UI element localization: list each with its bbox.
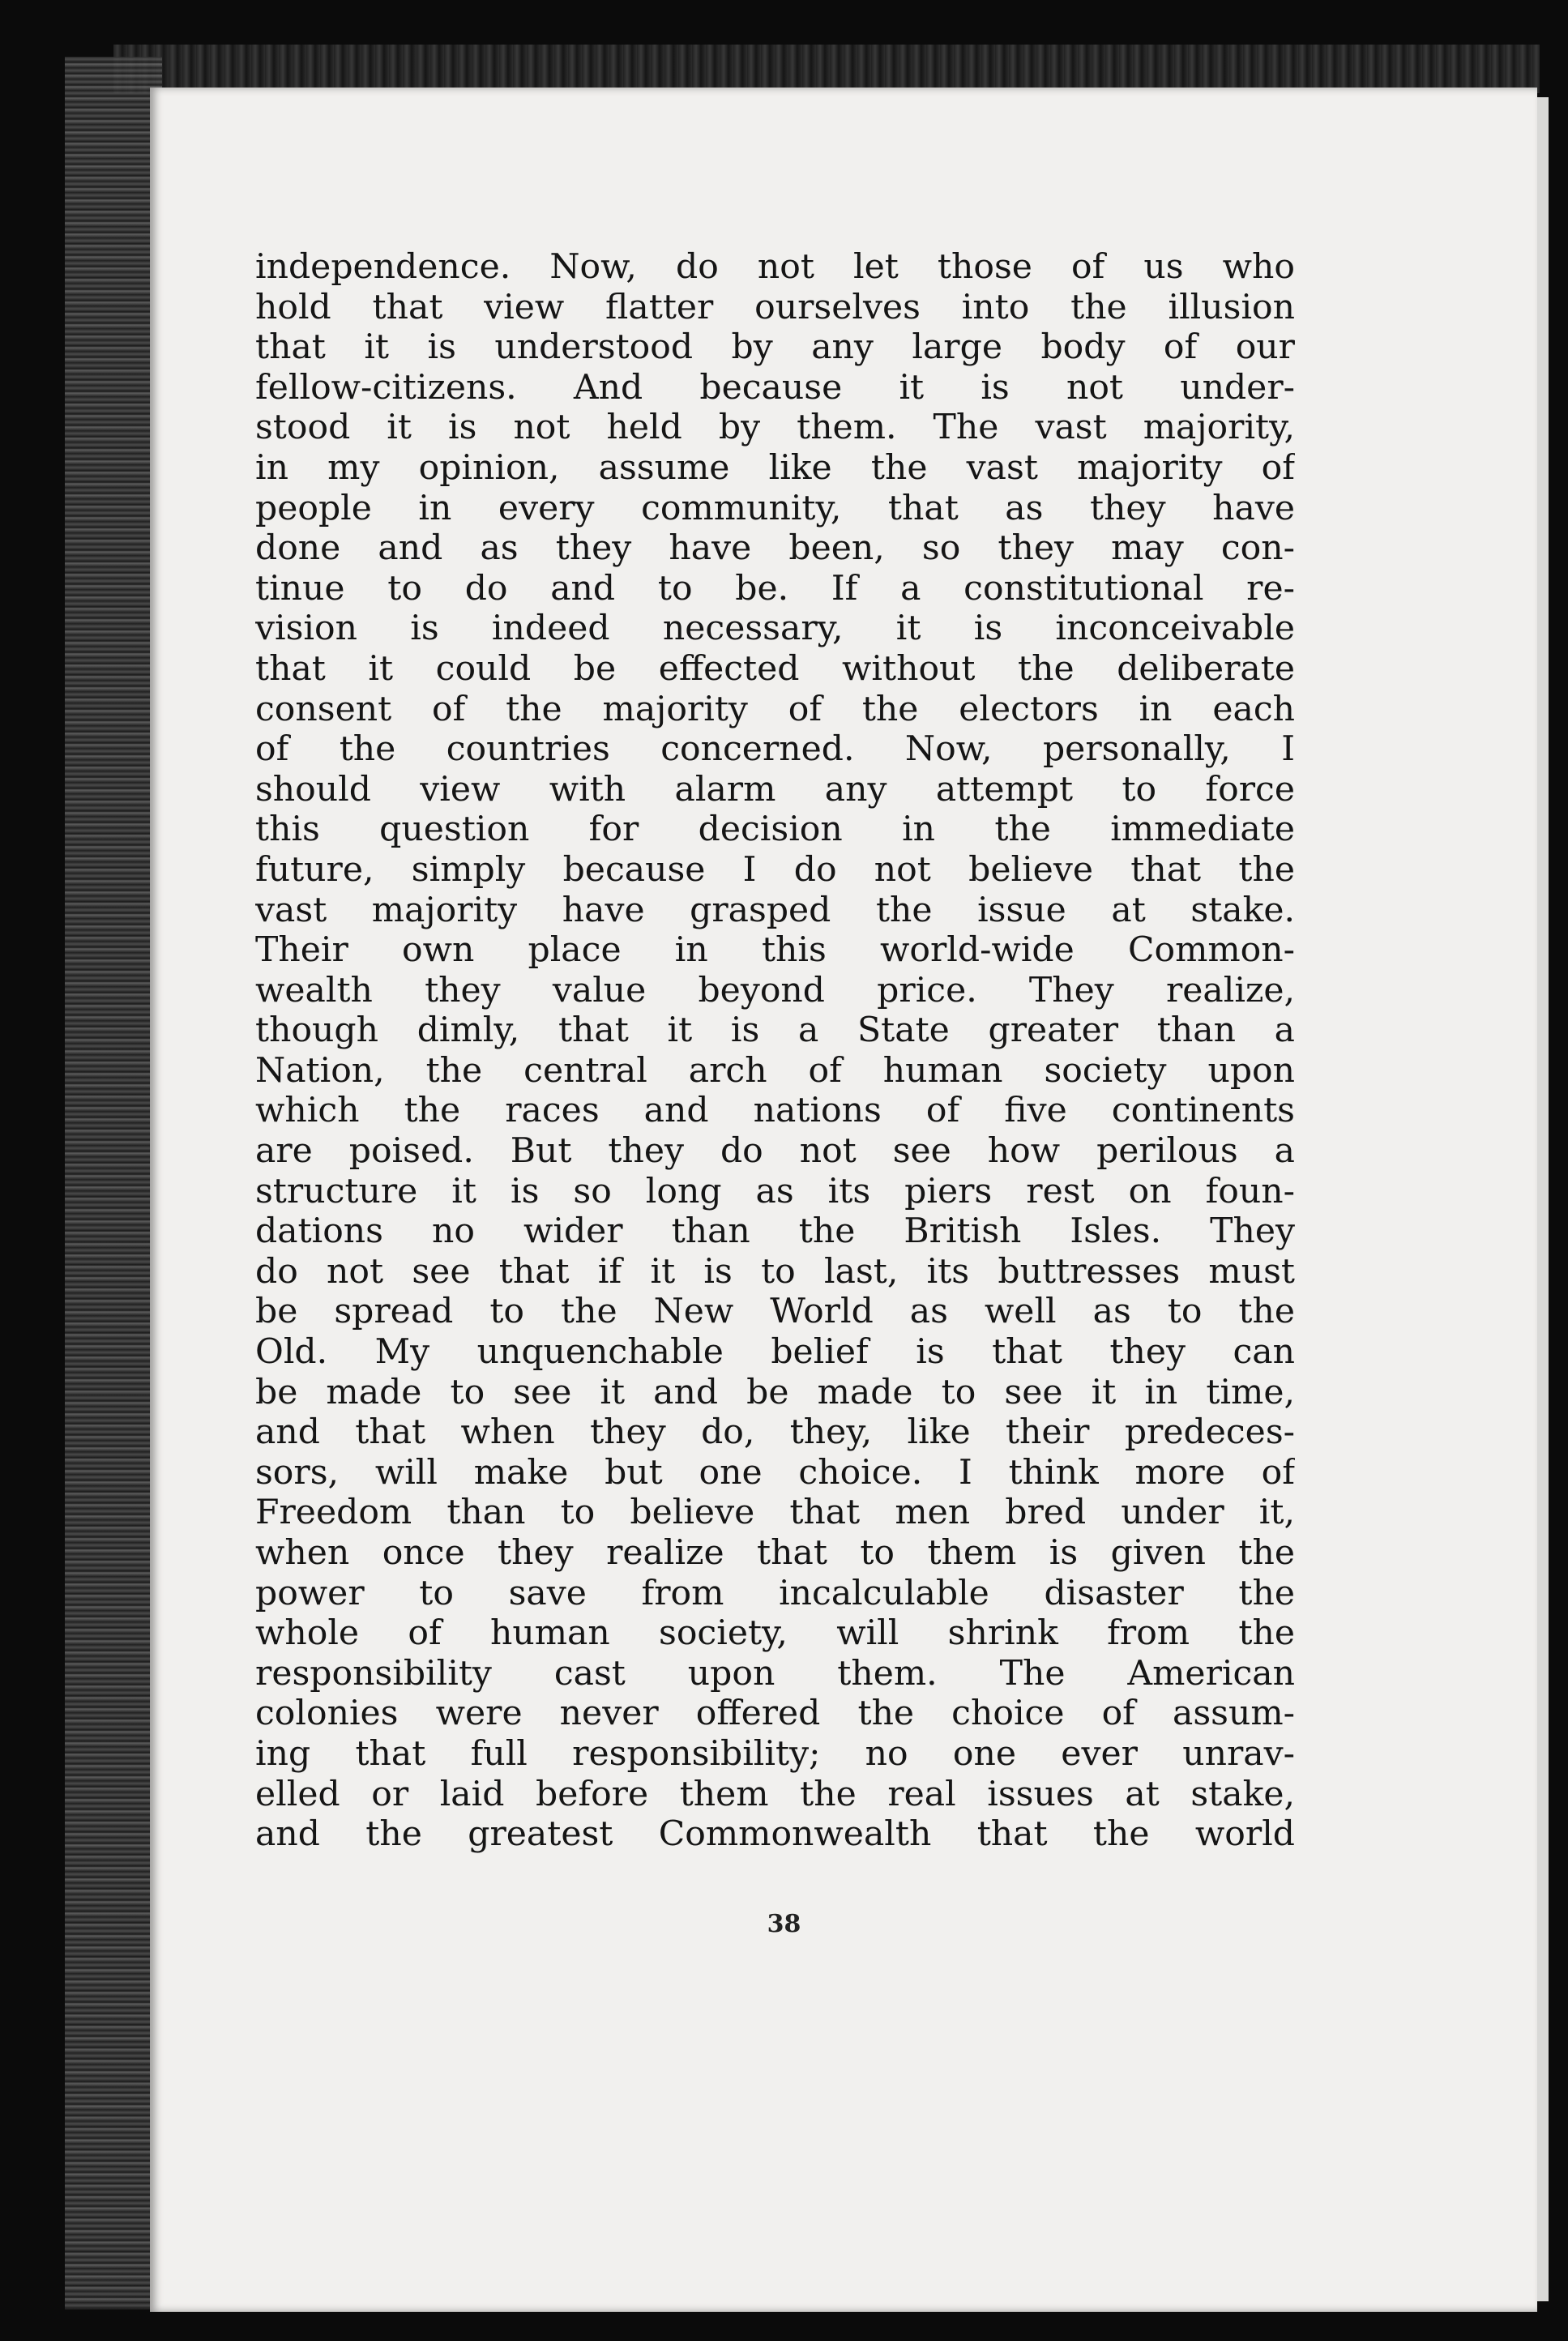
text-line: this question for decision in the immediate — [255, 810, 1295, 850]
text-line: done and as they have been, so they may con- — [255, 528, 1295, 569]
text-line: ing that full responsibility; no one ever unrav- — [255, 1733, 1295, 1774]
text-line: power to save from incalculable disaster the — [255, 1573, 1295, 1613]
text-line: in my opinion, assume like the vast majority of — [255, 447, 1295, 488]
text-line: dations no wider than the British Isles. They — [255, 1211, 1295, 1252]
text-line: independence. Now, do not let those of us who — [255, 247, 1295, 287]
text-line: whole of human society, will shrink from the — [255, 1613, 1295, 1654]
text-line: and that when they do, they, like their predeces- — [255, 1412, 1295, 1453]
text-line: structure it is so long as its piers rest on foun- — [255, 1171, 1295, 1211]
text-line: sors, will make but one choice. I think more of — [255, 1452, 1295, 1493]
text-line: consent of the majority of the electors in each — [255, 689, 1295, 729]
text-line: do not see that if it is to last, its buttresses must — [255, 1251, 1295, 1292]
text-line: though dimly, that it is a State greater than a — [255, 1010, 1295, 1051]
binding-left-edge — [65, 57, 162, 2309]
text-line: vast majority have grasped the issue at stake. — [255, 890, 1295, 930]
body-text — [255, 247, 1295, 1855]
page-number: 38 — [767, 1910, 801, 1938]
page-right-edge — [1537, 97, 1549, 2301]
text-line: Old. My unquenchable belief is that they can — [255, 1332, 1295, 1373]
text-line: that it could be effected without the deliberate — [255, 648, 1295, 689]
text-line: be spread to the New World as well as to the — [255, 1292, 1295, 1332]
text-line: should view with alarm any attempt to force — [255, 769, 1295, 810]
text-line: that it is understood by any large body of our — [255, 327, 1295, 368]
text-line: of the countries concerned. Now, personally, I — [255, 729, 1295, 770]
text-line: which the races and nations of five continents — [255, 1091, 1295, 1131]
text-line: and the greatest Commonwealth that the world — [255, 1814, 1295, 1855]
text-line: are poised. But they do not see how perilous a — [255, 1131, 1295, 1172]
text-line: tinue to do and to be. If a constitutional re- — [255, 568, 1295, 609]
text-line: stood it is not held by them. The vast majority, — [255, 408, 1295, 448]
text-line: Their own place in this world-wide Common- — [255, 930, 1295, 971]
text-line: responsibility cast upon them. The American — [255, 1653, 1295, 1694]
text-line: wealth they value beyond price. They realize, — [255, 970, 1295, 1010]
text-line: people in every community, that as they have — [255, 488, 1295, 528]
text-line: Freedom than to believe that men bred under it, — [255, 1493, 1295, 1533]
text-line: hold that view flatter ourselves into the illusion — [255, 287, 1295, 327]
text-line: be made to see it and be made to see it in time, — [255, 1372, 1295, 1412]
text-line: future, simply because I do not believe that the — [255, 849, 1295, 890]
text-line: fellow-citizens. And because it is not under- — [255, 367, 1295, 408]
text-line: Nation, the central arch of human society upon — [255, 1050, 1295, 1091]
text-line: vision is indeed necessary, it is inconceivable — [255, 609, 1295, 649]
text-line: elled or laid before them the real issues at stake, — [255, 1774, 1295, 1814]
text-line: when once they realize that to them is given the — [255, 1533, 1295, 1573]
binding-top-edge — [113, 45, 1540, 93]
text-line: colonies were never offered the choice of assum- — [255, 1694, 1295, 1734]
